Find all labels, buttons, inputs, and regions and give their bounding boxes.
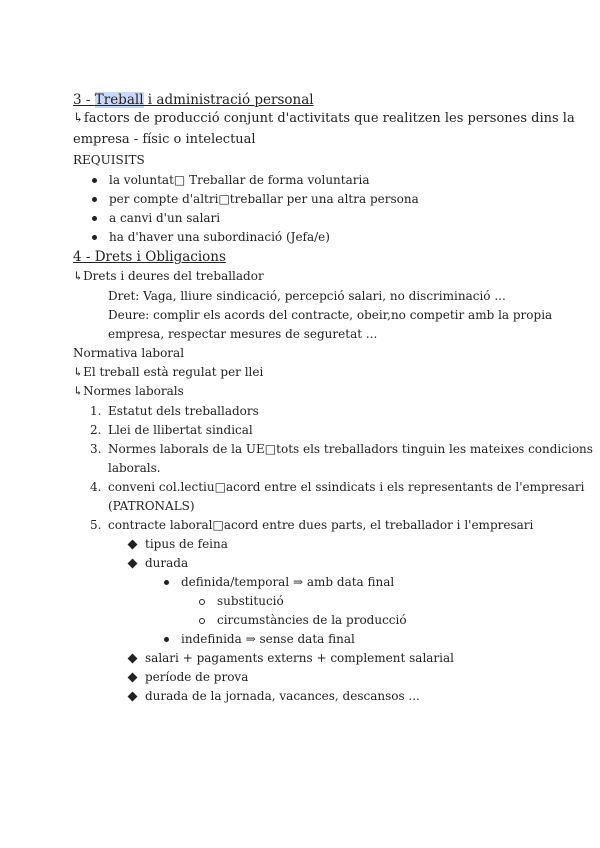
arrow-icon: ↳ <box>73 111 84 126</box>
box-icon: □ <box>212 518 224 532</box>
list-number: 5. <box>90 518 102 532</box>
bullet-icon <box>164 580 169 585</box>
requisit-item: a canvi d'un salari <box>109 211 221 225</box>
bullet-icon <box>92 216 97 221</box>
requisit-item: ha d'haver una subordinació (Jefa/e) <box>109 230 330 244</box>
diamond-bullet-icon <box>128 540 138 550</box>
list-item-continued: laborals. <box>108 461 161 475</box>
definition-line-1: ↳factors de producció conjunt d'activitats que realitzen les persones dins la <box>73 111 575 126</box>
list-item: conveni col.lectiu□acord entre el ssindicats i els representants de l'empresari <box>108 480 585 494</box>
bullet-icon <box>92 197 97 202</box>
diamond-bullet-icon <box>128 692 138 702</box>
diamond-bullet-icon <box>128 654 138 664</box>
diamond-bullet-icon <box>128 559 138 569</box>
sub-item: salari + pagaments externs + complement salarial <box>145 651 454 665</box>
sub-sub-sub-item: circumstàncies de la producció <box>217 613 407 627</box>
list-number: 4. <box>90 480 102 494</box>
normes-line: ↳Normes laborals <box>73 384 184 398</box>
sub-item: període de prova <box>145 670 249 684</box>
list-number: 3. <box>90 442 102 456</box>
circle-bullet-icon <box>199 618 205 624</box>
list-item: Normes laborals de la UE□tots els treballadors tinguin les mateixes condicions <box>108 442 593 456</box>
box-icon: □ <box>214 480 226 494</box>
list-item: Estatut dels treballadors <box>108 404 259 418</box>
dret-line: Dret: Vaga, lliure sindicació, percepció salari, no discriminació ... <box>108 289 506 303</box>
sub-item: tipus de feina <box>145 537 228 551</box>
sub-item: durada de la jornada, vacances, descansos ... <box>145 689 420 703</box>
list-item: Llei de llibertat sindical <box>108 423 253 437</box>
circle-bullet-icon <box>199 599 205 605</box>
normativa-label: Normativa laboral <box>73 346 185 360</box>
bullet-icon <box>92 178 97 183</box>
drets-deures-line: ↳Drets i deures del treballador <box>73 269 264 283</box>
heading-rest: i administració personal <box>143 92 314 108</box>
deure-line-2: empresa, respectar mesures de seguretat ... <box>108 327 378 341</box>
arrow-icon: ↳ <box>73 384 84 398</box>
section-3-heading <box>73 91 314 109</box>
section-4-heading: 4 - Drets i Obligacions <box>73 249 226 265</box>
box-icon: □ <box>264 442 277 456</box>
sub-sub-sub-item: substitució <box>217 594 284 608</box>
sub-item: durada <box>145 556 189 570</box>
list-number: 1. <box>90 404 102 418</box>
deure-line-1: Deure: complir els acords del contracte, obeir,no competir amb la propia <box>108 308 553 322</box>
definition-line-2: empresa - físic o intelectual <box>73 132 256 147</box>
list-item: contracte laboral□acord entre dues parts, el treballador i l'empresari <box>108 518 534 532</box>
heading-highlight: Treball <box>94 92 144 108</box>
list-number: 2. <box>90 423 102 437</box>
bullet-icon <box>164 637 169 642</box>
regulat-line: ↳El treball està regulat per llei <box>73 365 264 379</box>
arrow-icon: ↳ <box>73 269 84 283</box>
box-icon: □ <box>218 192 230 206</box>
arrow-icon: ↳ <box>73 365 84 379</box>
list-item-continued: (PATRONALS) <box>108 499 195 513</box>
heading-number: 3 - <box>73 92 95 108</box>
box-icon: □ <box>173 173 186 187</box>
bullet-icon <box>92 235 97 240</box>
requisit-item: la voluntat□ Treballar de forma voluntaria <box>109 173 370 187</box>
requisits-label: REQUISITS <box>73 153 145 167</box>
sub-sub-item: definida/temporal ⇒ amb data final <box>181 575 395 589</box>
sub-sub-item: indefinida ⇒ sense data final <box>181 632 355 646</box>
requisit-item: per compte d'altri□treballar per una altra persona <box>109 192 419 206</box>
diamond-bullet-icon <box>128 673 138 683</box>
